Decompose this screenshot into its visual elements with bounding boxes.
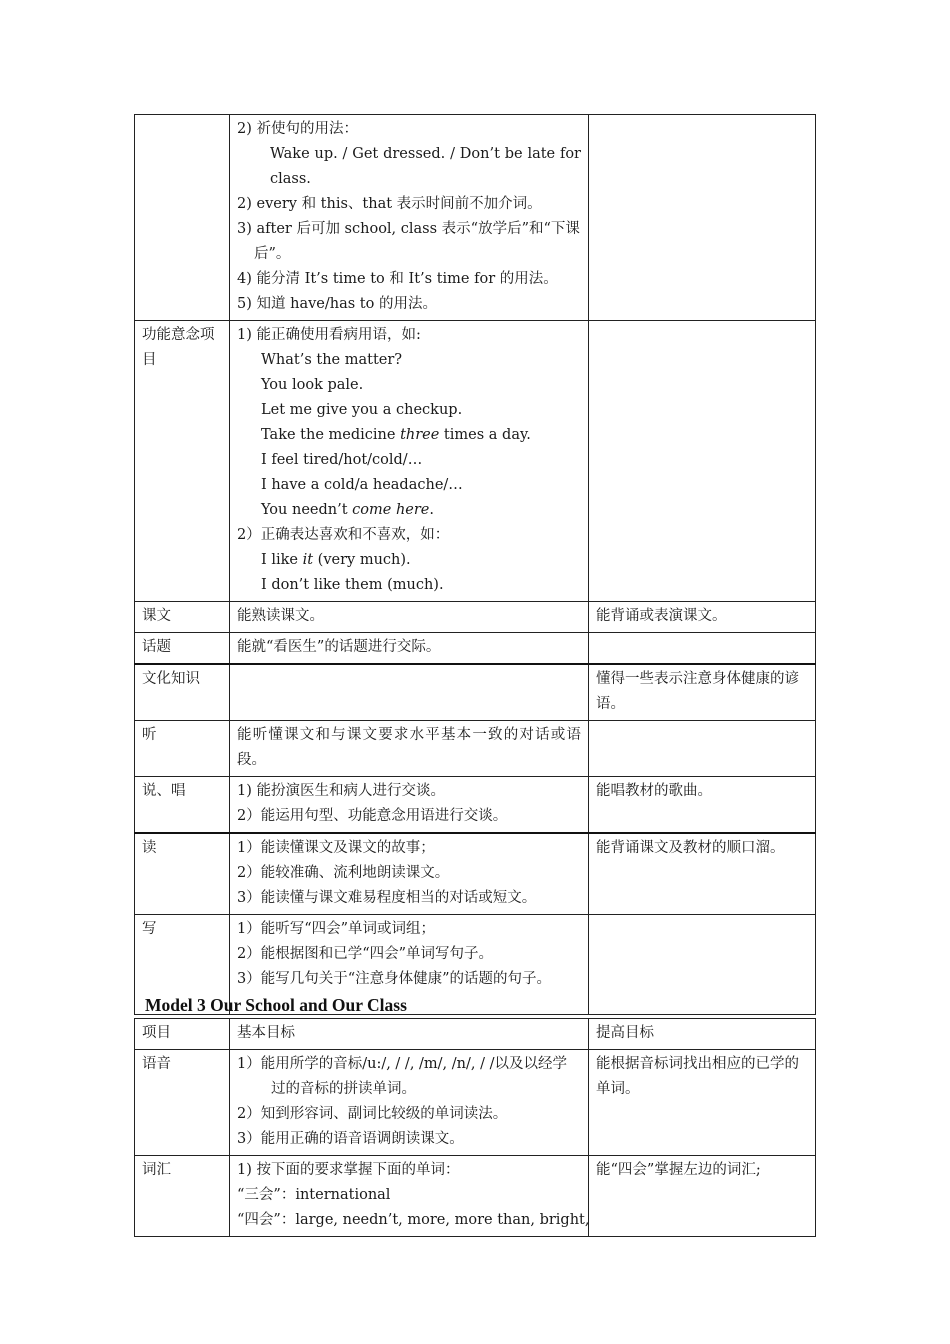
advanced-goal-cell [589, 321, 816, 602]
list-item: 3）能写几句关于“注意身体健康”的话题的句子。 [237, 971, 552, 987]
list-item: 2) 祈使句的用法： [237, 121, 358, 137]
list-item: 2）正确表达喜欢和不喜欢，如： [237, 527, 450, 543]
example-sentence: You look pale. [261, 377, 364, 393]
text-segment: times a day. [439, 427, 531, 443]
item-cell: 读 [135, 833, 230, 915]
list-item: 2）能运用句型、功能意念用语进行交谈。 [237, 808, 508, 824]
objectives-table-continued [134, 114, 816, 1015]
item-cell: 词汇 [135, 1156, 230, 1237]
advanced-goal-cell [589, 115, 816, 321]
list-item: 3）能用正确的语音语调朗读课文。 [237, 1131, 464, 1147]
table-row [135, 777, 816, 834]
advanced-goal-cell: 能“四会”掌握左边的词汇; [589, 1156, 816, 1237]
module-heading: Model 3 Our School and Our Class [145, 995, 407, 1015]
italic-text: come here [352, 502, 430, 518]
list-item: 能就“看医生”的话题进行交际。 [237, 639, 441, 655]
text-segment: Take the medicine [261, 427, 401, 443]
module3-objectives-table [134, 1018, 816, 1237]
item-cell: 说、唱 [135, 777, 230, 834]
example-sentence: I have a cold/a headache/… [261, 477, 463, 493]
list-item: 2) every 和 this、that 表示时间前不加介词。 [237, 196, 542, 212]
list-item: 1）能用所学的音标/u:/, / /, /m/, /n/, / /以及以经学过的音标的拼读单词。 [237, 1056, 567, 1097]
example-sentence: Wake up. / Get dressed. / Don’t be late for class. [270, 146, 581, 187]
item-cell: 语音 [135, 1050, 230, 1156]
list-item: “四会”：large, needn’t, more, more than, bright, [237, 1212, 590, 1228]
table-row [135, 1156, 816, 1237]
column-header-item: 项目 [135, 1019, 230, 1050]
table-row [135, 321, 816, 602]
table-row [135, 633, 816, 665]
basic-goal-cell [230, 1050, 589, 1156]
item-cell: 功能意念项目 [135, 321, 230, 602]
advanced-goal-cell: 能背诵课文及教材的顺口溜。 [589, 833, 816, 915]
list-item: 2）能根据图和已学“四会”单词写句子。 [237, 946, 494, 962]
text-segment: . [429, 502, 434, 518]
text-segment: (very much). [313, 552, 411, 568]
column-header-basic: 基本目标 [230, 1019, 589, 1050]
column-header-advanced: 提高目标 [589, 1019, 816, 1050]
basic-goal-cell [230, 115, 589, 321]
table-row [135, 721, 816, 777]
table-row [135, 602, 816, 633]
italic-text: it [302, 552, 314, 568]
advanced-goal-cell: 懂得一些表示注意身体健康的谚语。 [589, 664, 816, 721]
advanced-goal-cell [589, 915, 816, 1015]
italic-text: three [400, 427, 440, 443]
basic-goal-cell [230, 321, 589, 602]
list-item: 1) 能扮演医生和病人进行交谈。 [237, 783, 445, 799]
example-sentence: Let me give you a checkup. [261, 402, 463, 418]
list-item: 1) 按下面的要求掌握下面的单词： [237, 1162, 460, 1178]
item-cell [135, 115, 230, 321]
table-row [135, 1050, 816, 1156]
list-item: 1）能读懂课文及课文的故事； [237, 840, 435, 856]
list-item: 1) 能正确使用看病用语，如: [237, 327, 421, 343]
basic-goal-cell [230, 664, 589, 721]
advanced-goal-cell: 能背诵或表演课文。 [589, 602, 816, 633]
text-segment: I like [261, 552, 303, 568]
basic-goal-cell [230, 777, 589, 834]
basic-goal-cell [230, 633, 589, 665]
list-item: 1）能听写“四会”单词或词组； [237, 921, 436, 937]
text-segment: You needn’t [261, 502, 353, 518]
list-item: 3) after 后可加 school, class 表示“放学后”和“下课后”。 [237, 221, 580, 262]
example-sentence: I feel tired/hot/cold/… [261, 452, 423, 468]
advanced-goal-cell [589, 721, 816, 777]
list-item: 4) 能分清 It’s time to 和 It’s time for 的用法。 [237, 271, 558, 287]
advanced-goal-cell: 能根据音标词找出相应的已学的单词。 [589, 1050, 816, 1156]
item-cell: 听 [135, 721, 230, 777]
item-cell: 话题 [135, 633, 230, 665]
table-row [135, 664, 816, 721]
example-sentence [237, 548, 581, 573]
list-item: 2）能较准确、流利地朗读课文。 [237, 865, 450, 881]
item-cell: 文化知识 [135, 664, 230, 721]
list-item: 3）能读懂与课文难易程度相当的对话或短文。 [237, 890, 537, 906]
basic-goal-cell [230, 602, 589, 633]
example-sentence [237, 423, 581, 448]
example-sentence: What’s the matter? [261, 352, 403, 368]
table-row [135, 833, 816, 915]
example-sentence: I don’t like them (much). [261, 577, 444, 593]
advanced-goal-cell [589, 633, 816, 665]
item-cell: 写 [135, 915, 230, 1015]
list-item: 5) 知道 have/has to 的用法。 [237, 296, 437, 312]
advanced-goal-cell: 能唱教材的歌曲。 [589, 777, 816, 834]
basic-goal-cell [230, 721, 589, 777]
list-item: “三会”：international [237, 1187, 391, 1203]
basic-goal-cell [230, 1156, 589, 1237]
list-item: 能听懂课文和与课文要求水平基本一致的对话或语段。 [237, 727, 581, 768]
list-item: 能熟读课文。 [237, 608, 324, 624]
basic-goal-cell [230, 833, 589, 915]
example-sentence [237, 498, 581, 523]
list-item: 2）知到形容词、副词比较级的单词读法。 [237, 1106, 508, 1122]
table-header-row [135, 1019, 816, 1050]
item-cell: 课文 [135, 602, 230, 633]
table-row [135, 115, 816, 321]
